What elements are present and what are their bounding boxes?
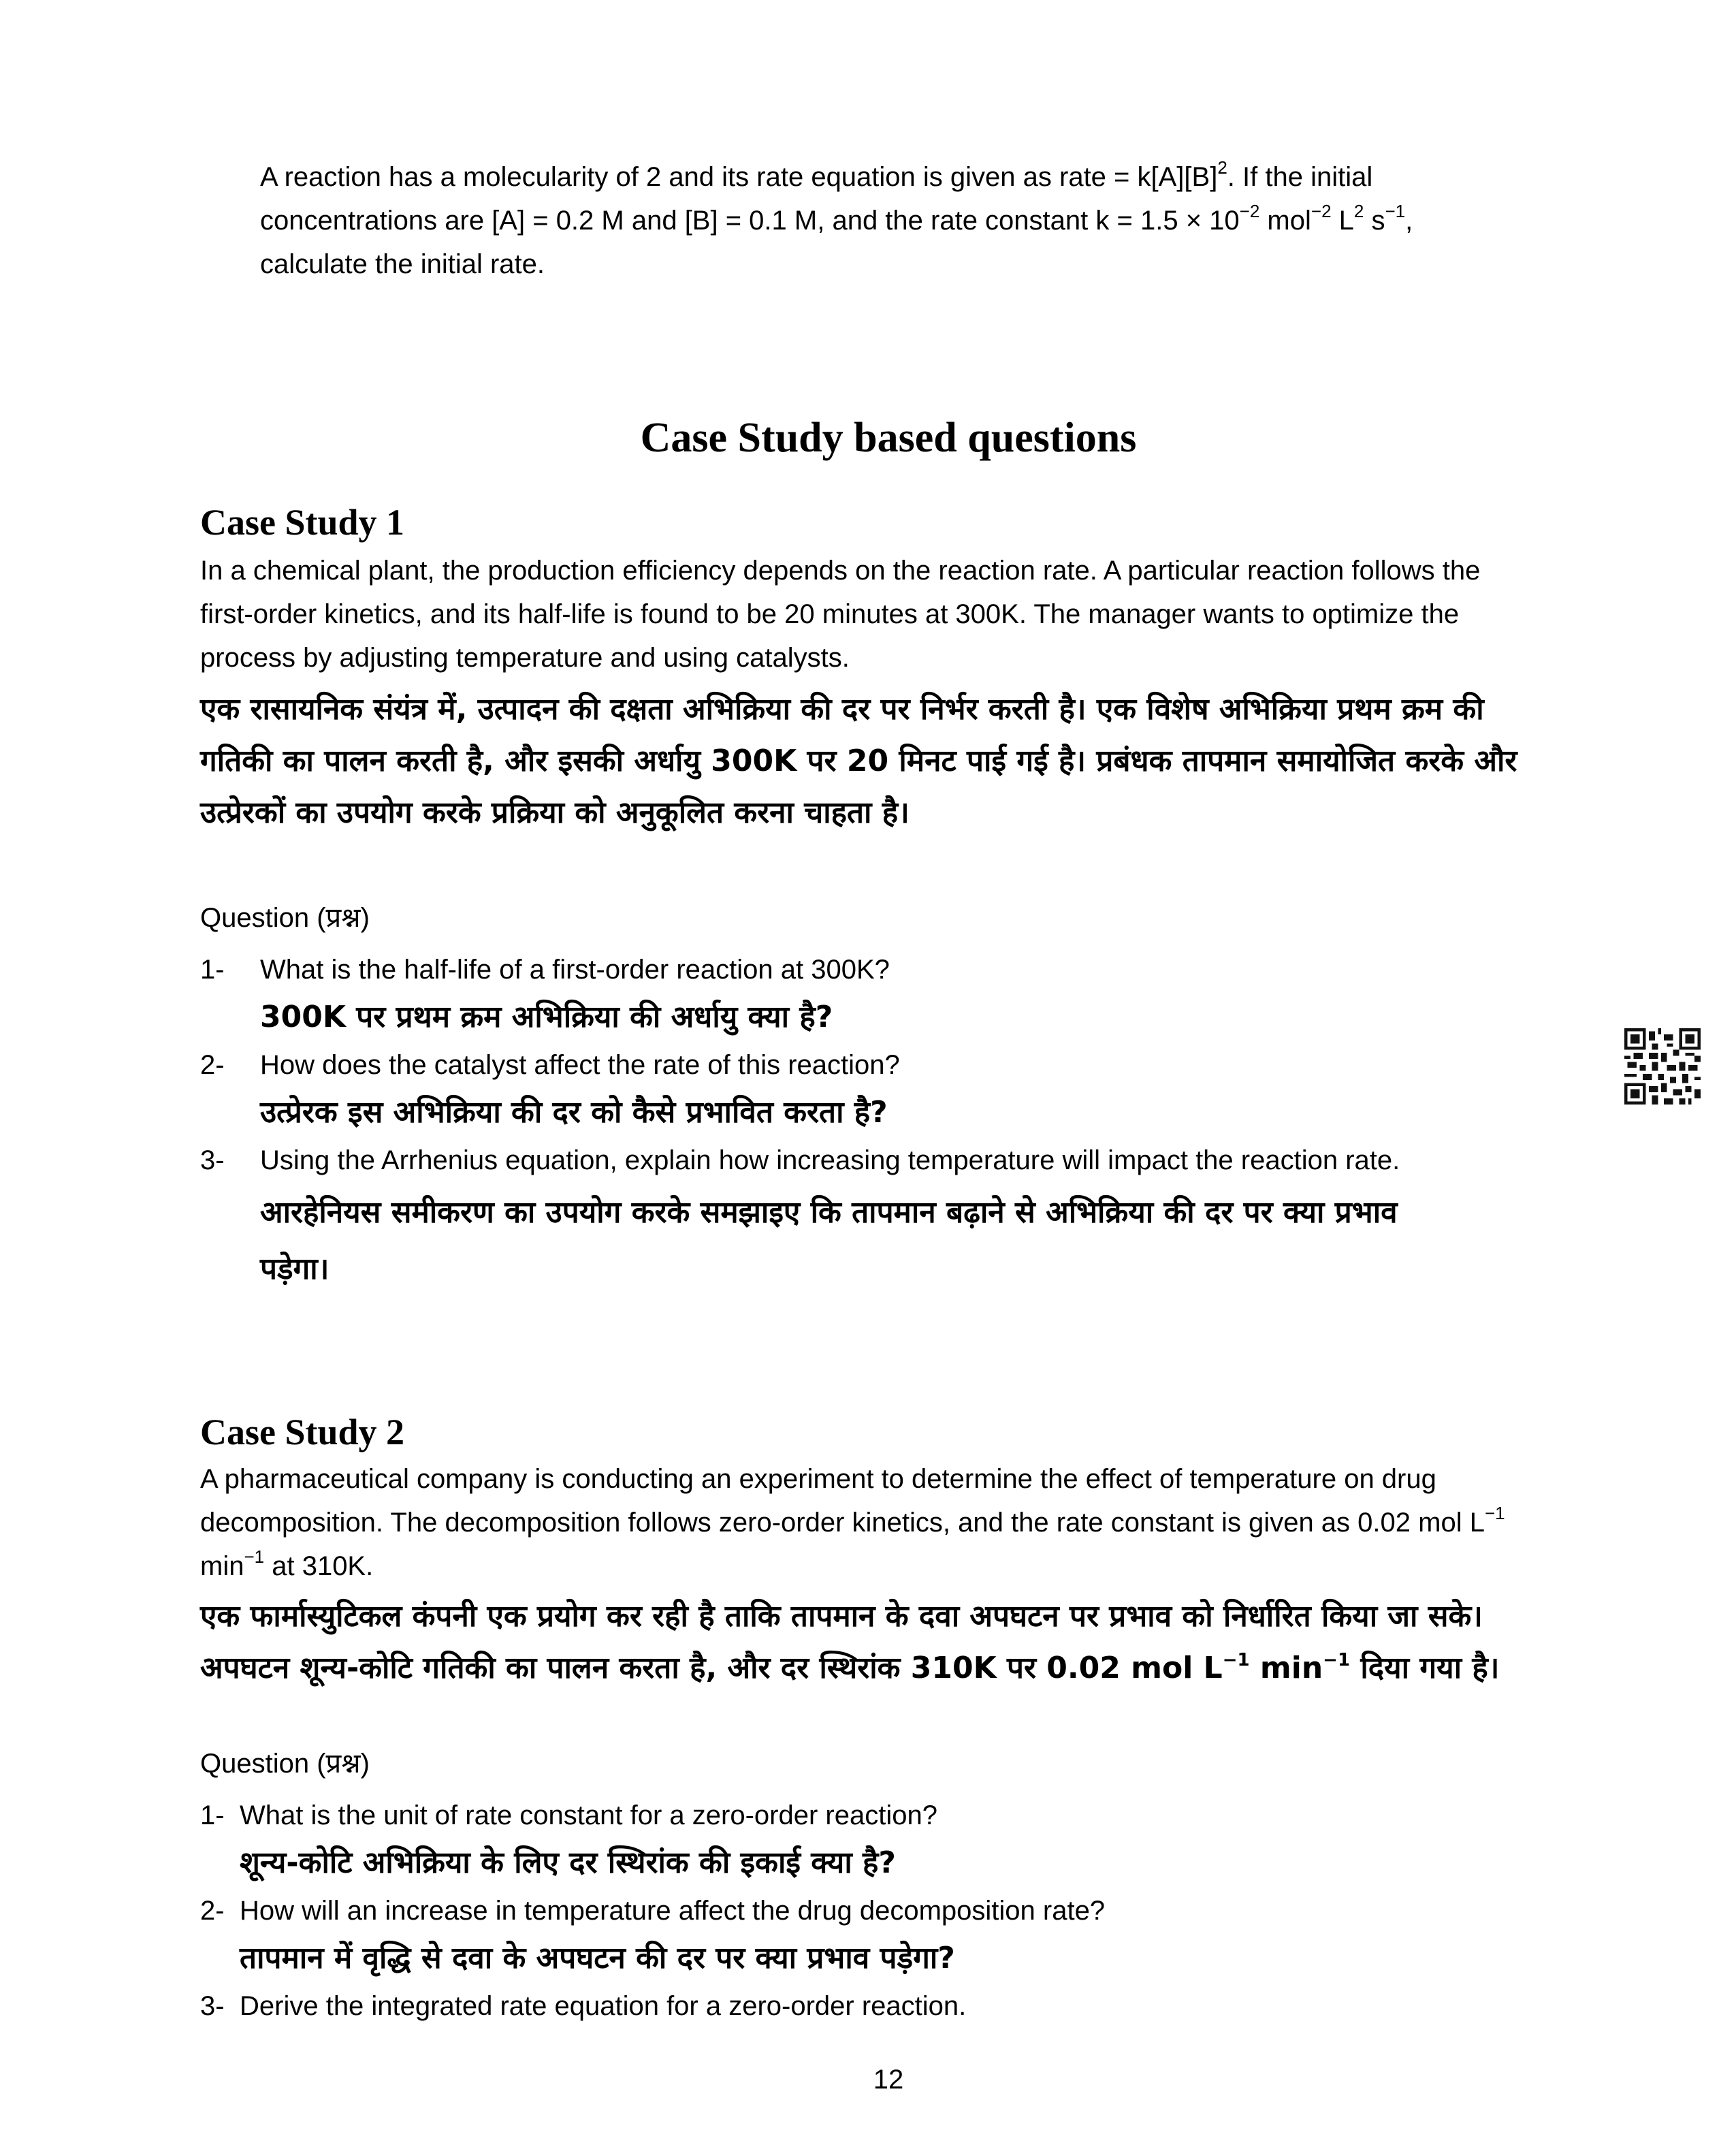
text: min xyxy=(1249,1651,1323,1685)
case-study-2-hindi xyxy=(200,1591,1589,1694)
paragraph-line: first-order kinetics, and its half-life is found to be 20 minutes at 300K. The manager wants to optimize the xyxy=(200,599,1460,629)
superscript: −2 xyxy=(1239,201,1260,221)
text: . If the initial xyxy=(1227,162,1373,192)
question-item xyxy=(200,1794,1562,1889)
case-study-2-heading: Case Study 2 xyxy=(200,1412,405,1452)
question-number: 3- xyxy=(200,1145,225,1175)
paragraph-line: एक रासायनिक संयंत्र में, उत्पादन की दक्षता अभिक्रिया की दर पर निर्भर करती है। एक विशेष अभिक्रिया प्रथम क्रम की xyxy=(200,692,1484,727)
text: , xyxy=(1405,206,1413,236)
superscript: 2 xyxy=(1217,157,1227,178)
question-hindi: आरहेनियस समीकरण का उपयोग करके समझाइए कि तापमान बढ़ाने से अभिक्रिया की दर पर क्या प्रभाव xyxy=(260,1195,1398,1230)
case-study-1-question-label: Question (प्रश्न) xyxy=(200,903,370,933)
intro-question xyxy=(260,155,1554,286)
text: decomposition. The decomposition follows zero-order kinetics, and the rate constant is given as 0.02 mol L xyxy=(200,1508,1485,1538)
question-number: 1- xyxy=(200,955,225,985)
paragraph-line xyxy=(200,1544,1589,1588)
intro-line-3: calculate the initial rate. xyxy=(260,249,545,279)
case-study-1-english xyxy=(200,549,1589,680)
superscript: 2 xyxy=(1353,201,1364,221)
question-item xyxy=(200,1889,1562,1984)
paragraph-line: In a chemical plant, the production efficiency depends on the reaction rate. A particular reaction follows the xyxy=(200,556,1481,586)
text: दिया गया है। xyxy=(1350,1651,1500,1685)
case-study-1-hindi xyxy=(200,684,1589,839)
superscript: −2 xyxy=(1311,201,1332,221)
text: min xyxy=(200,1551,244,1581)
page-number: 12 xyxy=(873,2065,904,2095)
question-english: How does the catalyst affect the rate of this reaction? xyxy=(260,1050,900,1080)
case-study-2-questions xyxy=(200,1794,1562,2028)
case-study-1-heading: Case Study 1 xyxy=(200,502,405,543)
superscript: −1 xyxy=(1222,1650,1250,1670)
question-english: What is the unit of rate constant for a zero-order reaction? xyxy=(240,1800,937,1830)
question-item xyxy=(200,1043,1562,1139)
qr-code-icon[interactable] xyxy=(1624,1028,1701,1105)
paragraph-line: एक फार्मास्युटिकल कंपनी एक प्रयोग कर रही है ताकि तापमान के दवा अपघटन पर प्रभाव को निर्धारित किया जा सके। xyxy=(200,1599,1483,1634)
question-english: Using the Arrhenius equation, explain how increasing temperature will impact the reaction rate. xyxy=(260,1145,1400,1175)
question-hindi: शून्य-कोटि अभिक्रिया के लिए दर स्थिरांक की इकाई क्या है? xyxy=(240,1845,896,1880)
paragraph-line xyxy=(200,1501,1589,1544)
text: अपघटन शून्य-कोटि गतिकी का पालन करता है, और दर स्थिरांक 310K पर 0.02 mol L xyxy=(200,1651,1223,1685)
text: mol xyxy=(1259,206,1311,236)
question-english: What is the half-life of a first-order reaction at 300K? xyxy=(260,955,890,985)
question-hindi: 300K पर प्रथम क्रम अभिक्रिया की अर्धायु क्या है? xyxy=(260,1000,833,1034)
paragraph-line: उत्प्रेरकों का उपयोग करके प्रक्रिया को अनुकूलित करना चाहता है। xyxy=(200,795,910,830)
section-title: Case Study based questions xyxy=(640,415,1137,461)
paragraph-line: गतिकी का पालन करती है, और इसकी अर्धायु 300K पर 20 मिनट पाई गई है। प्रबंधक तापमान समायोजित करके और xyxy=(200,744,1517,778)
text: s xyxy=(1364,206,1385,236)
question-item xyxy=(200,1139,1562,1295)
superscript: −1 xyxy=(1385,201,1406,221)
text: L xyxy=(1331,206,1354,236)
case-study-2-english xyxy=(200,1457,1589,1588)
question-number: 1- xyxy=(200,1800,225,1830)
case-study-1-questions xyxy=(200,948,1562,1295)
question-item xyxy=(200,1984,1562,2028)
question-number: 2- xyxy=(200,1896,225,1926)
text: concentrations are [A] = 0.2 M and [B] = 0.1 M, and the rate constant k = 1.5 × 10 xyxy=(260,206,1240,236)
text: at 310K. xyxy=(264,1551,374,1581)
intro-line-2 xyxy=(260,199,1554,242)
question-hindi: पड़ेगा। xyxy=(260,1252,329,1286)
case-study-2-question-label: Question (प्रश्न) xyxy=(200,1749,370,1779)
intro-line-1 xyxy=(260,155,1554,199)
question-item xyxy=(200,948,1562,1043)
question-english: How will an increase in temperature affect the drug decomposition rate? xyxy=(240,1896,1106,1926)
question-number: 2- xyxy=(200,1050,225,1080)
question-number: 3- xyxy=(200,1991,225,2021)
question-hindi: उत्प्रेरक इस अभिक्रिया की दर को कैसे प्रभावित करता है? xyxy=(260,1095,888,1130)
paragraph-line: A pharmaceutical company is conducting an experiment to determine the effect of temperature on drug xyxy=(200,1464,1436,1494)
superscript: −1 xyxy=(1484,1503,1505,1523)
paragraph-line: process by adjusting temperature and using catalysts. xyxy=(200,643,850,673)
superscript: −1 xyxy=(244,1546,265,1567)
paragraph-line xyxy=(200,1642,1589,1694)
superscript: −1 xyxy=(1323,1650,1351,1670)
text: A reaction has a molecularity of 2 and its rate equation is given as rate = k[A][B] xyxy=(260,162,1218,192)
question-english: Derive the integrated rate equation for a zero-order reaction. xyxy=(240,1991,967,2021)
question-hindi: तापमान में वृद्धि से दवा के अपघटन की दर पर क्या प्रभाव पड़ेगा? xyxy=(240,1941,955,1975)
